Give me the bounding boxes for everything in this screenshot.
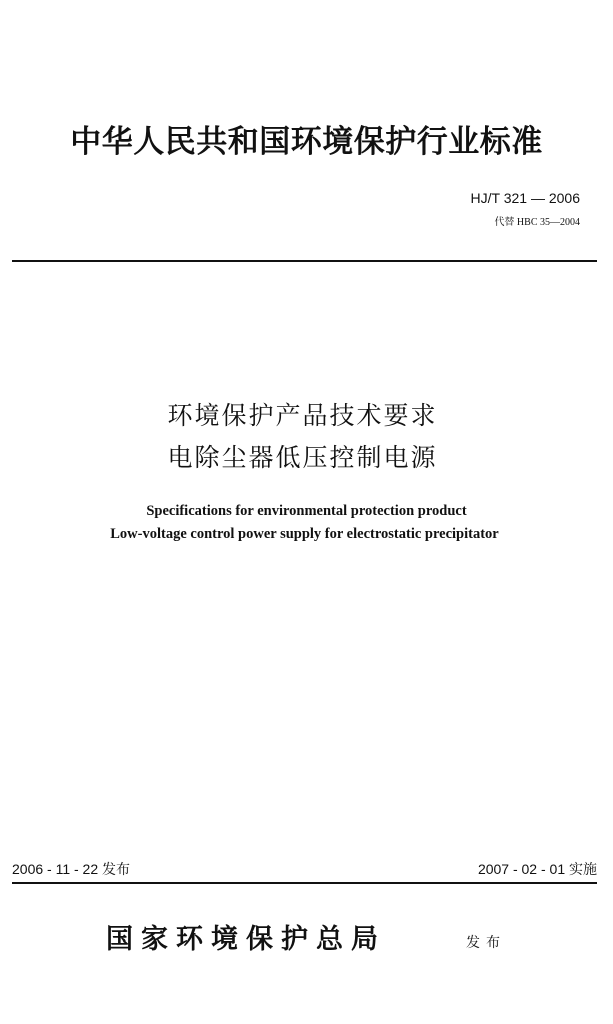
issuing-authority: 国家环境保护总局	[106, 924, 386, 955]
replaces-standard: 代替 HBC 35—2004	[494, 217, 580, 228]
standard-category-title: 中华人民共和国环境保护行业标准	[70, 124, 543, 160]
english-title-line-2: Low-voltage control power supply for electrostatic precipitator	[110, 526, 499, 542]
issuer-suffix: 发布	[466, 935, 506, 951]
english-title-line-1: Specifications for environmental protection product	[146, 503, 467, 519]
top-divider	[12, 260, 597, 262]
implementation-date: 2007 - 02 - 01 实施	[477, 861, 597, 877]
issue-date: 2006 - 11 - 22 发布	[12, 861, 131, 877]
chinese-title-line-1: 环境保护产品技术要求	[167, 401, 438, 430]
bottom-divider	[12, 882, 597, 884]
standard-number: HJ/T 321 — 2006	[470, 190, 580, 206]
chinese-title-line-2: 电除尘器低压控制电源	[167, 443, 438, 472]
